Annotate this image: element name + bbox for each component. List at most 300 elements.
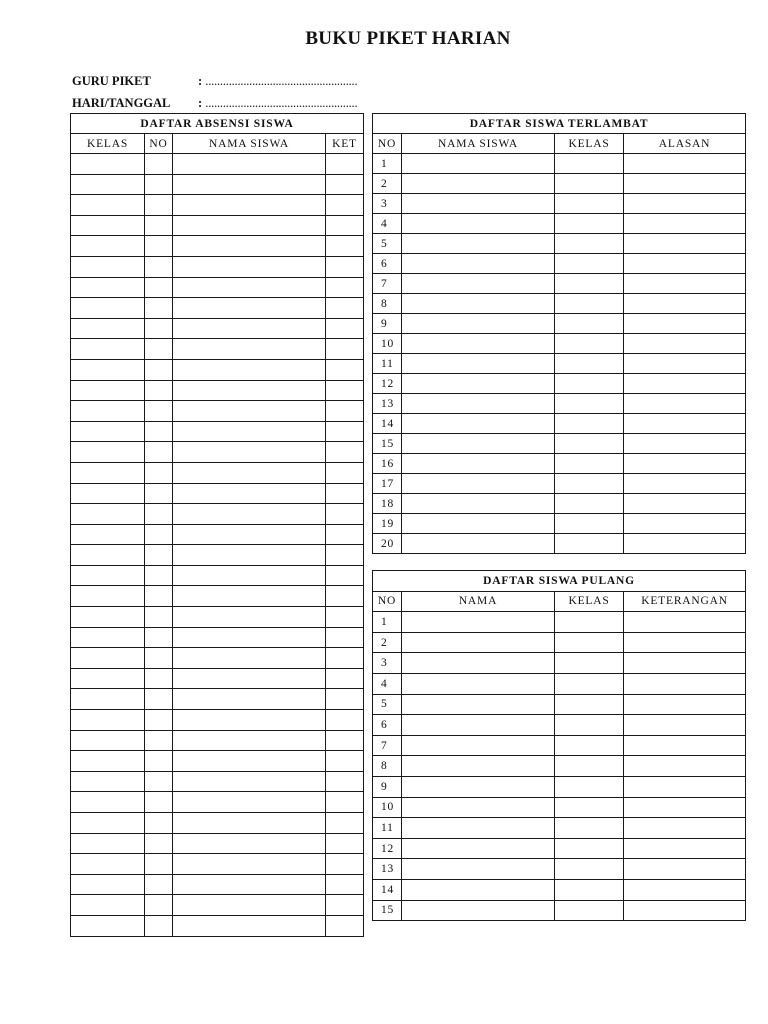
kelas-cell[interactable] bbox=[555, 214, 624, 234]
table-row bbox=[373, 632, 746, 653]
table-row bbox=[71, 380, 364, 401]
nama-siswa-cell[interactable] bbox=[173, 339, 326, 360]
alasan-cell[interactable] bbox=[624, 254, 746, 274]
ket-cell[interactable] bbox=[326, 915, 364, 936]
no-cell[interactable] bbox=[145, 607, 173, 628]
ket-cell[interactable] bbox=[326, 339, 364, 360]
no-cell[interactable] bbox=[145, 318, 173, 339]
ket-cell[interactable] bbox=[326, 607, 364, 628]
nama-siswa-cell[interactable] bbox=[173, 195, 326, 216]
kelas-cell[interactable] bbox=[555, 534, 624, 554]
nama-siswa-cell[interactable] bbox=[402, 334, 555, 354]
kelas-cell[interactable] bbox=[555, 653, 624, 674]
nama-siswa-cell[interactable] bbox=[173, 895, 326, 916]
table-row bbox=[71, 421, 364, 442]
keterangan-cell[interactable] bbox=[624, 673, 746, 694]
ket-cell[interactable] bbox=[326, 874, 364, 895]
nama-siswa-cell[interactable] bbox=[173, 586, 326, 607]
no-cell[interactable] bbox=[145, 359, 173, 380]
kelas-cell[interactable] bbox=[71, 915, 145, 936]
absensi-col-no: NO bbox=[145, 134, 173, 154]
nama-siswa-cell[interactable] bbox=[173, 401, 326, 422]
nama-cell[interactable] bbox=[402, 838, 555, 859]
keterangan-cell[interactable] bbox=[624, 694, 746, 715]
ket-cell[interactable] bbox=[326, 359, 364, 380]
nama-siswa-cell[interactable] bbox=[173, 874, 326, 895]
ket-cell[interactable] bbox=[326, 380, 364, 401]
kelas-cell[interactable] bbox=[71, 771, 145, 792]
nama-siswa-cell[interactable] bbox=[173, 359, 326, 380]
no-cell[interactable] bbox=[145, 751, 173, 772]
nama-siswa-cell[interactable] bbox=[173, 277, 326, 298]
no-cell[interactable] bbox=[145, 504, 173, 525]
ket-cell[interactable] bbox=[326, 813, 364, 834]
ket-cell[interactable] bbox=[326, 833, 364, 854]
keterangan-cell[interactable] bbox=[624, 797, 746, 818]
nama-cell[interactable] bbox=[402, 818, 555, 839]
kelas-cell[interactable] bbox=[555, 818, 624, 839]
hari-tanggal-blank[interactable]: .................................................... bbox=[205, 96, 358, 110]
kelas-cell[interactable] bbox=[71, 442, 145, 463]
kelas-cell[interactable] bbox=[555, 414, 624, 434]
no-cell[interactable] bbox=[145, 545, 173, 566]
kelas-cell[interactable] bbox=[71, 627, 145, 648]
nama-siswa-cell[interactable] bbox=[402, 374, 555, 394]
nama-siswa-cell[interactable] bbox=[402, 214, 555, 234]
kelas-cell[interactable] bbox=[71, 318, 145, 339]
kelas-cell[interactable] bbox=[555, 234, 624, 254]
table-row bbox=[373, 797, 746, 818]
kelas-cell[interactable] bbox=[555, 632, 624, 653]
kelas-cell[interactable] bbox=[71, 236, 145, 257]
ket-cell[interactable] bbox=[326, 627, 364, 648]
nama-siswa-cell[interactable] bbox=[402, 154, 555, 174]
kelas-cell[interactable] bbox=[555, 612, 624, 633]
table-row bbox=[71, 462, 364, 483]
ket-cell[interactable] bbox=[326, 854, 364, 875]
kelas-cell[interactable] bbox=[555, 474, 624, 494]
nama-siswa-cell[interactable] bbox=[402, 394, 555, 414]
nama-cell[interactable] bbox=[402, 756, 555, 777]
nama-siswa-cell[interactable] bbox=[402, 314, 555, 334]
kelas-cell[interactable] bbox=[71, 874, 145, 895]
no-cell[interactable] bbox=[145, 874, 173, 895]
alasan-cell[interactable] bbox=[624, 354, 746, 374]
ket-cell[interactable] bbox=[326, 895, 364, 916]
kelas-cell[interactable] bbox=[555, 174, 624, 194]
nama-siswa-cell[interactable] bbox=[173, 607, 326, 628]
no-cell[interactable] bbox=[145, 154, 173, 175]
ket-cell[interactable] bbox=[326, 256, 364, 277]
no-cell[interactable] bbox=[145, 524, 173, 545]
keterangan-cell[interactable] bbox=[624, 900, 746, 921]
kelas-cell[interactable] bbox=[555, 194, 624, 214]
no-cell[interactable] bbox=[145, 565, 173, 586]
kelas-cell[interactable] bbox=[555, 859, 624, 880]
row-number: 16 bbox=[373, 454, 402, 474]
nama-cell[interactable] bbox=[402, 859, 555, 880]
kelas-cell[interactable] bbox=[71, 504, 145, 525]
no-cell[interactable] bbox=[145, 442, 173, 463]
nama-siswa-cell[interactable] bbox=[173, 256, 326, 277]
row-number: 9 bbox=[373, 776, 402, 797]
kelas-cell[interactable] bbox=[71, 607, 145, 628]
no-cell[interactable] bbox=[145, 339, 173, 360]
table-row bbox=[373, 735, 746, 756]
kelas-cell[interactable] bbox=[71, 298, 145, 319]
table-row bbox=[373, 673, 746, 694]
row-number: 19 bbox=[373, 514, 402, 534]
no-cell[interactable] bbox=[145, 236, 173, 257]
nama-siswa-cell[interactable] bbox=[402, 254, 555, 274]
nama-siswa-cell[interactable] bbox=[173, 854, 326, 875]
kelas-cell[interactable] bbox=[71, 256, 145, 277]
nama-siswa-cell[interactable] bbox=[173, 504, 326, 525]
alasan-cell[interactable] bbox=[624, 334, 746, 354]
nama-siswa-cell[interactable] bbox=[173, 298, 326, 319]
ket-cell[interactable] bbox=[326, 545, 364, 566]
kelas-cell[interactable] bbox=[71, 154, 145, 175]
ket-cell[interactable] bbox=[326, 648, 364, 669]
table-row bbox=[373, 612, 746, 633]
row-number: 5 bbox=[373, 234, 402, 254]
kelas-cell[interactable] bbox=[555, 694, 624, 715]
kelas-cell[interactable] bbox=[71, 648, 145, 669]
no-cell[interactable] bbox=[145, 401, 173, 422]
kelas-cell[interactable] bbox=[71, 401, 145, 422]
table-row bbox=[373, 154, 746, 174]
kelas-cell[interactable] bbox=[71, 359, 145, 380]
alasan-cell[interactable] bbox=[624, 234, 746, 254]
no-cell[interactable] bbox=[145, 792, 173, 813]
alasan-cell[interactable] bbox=[624, 494, 746, 514]
kelas-cell[interactable] bbox=[71, 854, 145, 875]
hari-tanggal-field bbox=[72, 96, 357, 111]
nama-siswa-cell[interactable] bbox=[173, 833, 326, 854]
nama-siswa-cell[interactable] bbox=[402, 454, 555, 474]
keterangan-cell[interactable] bbox=[624, 653, 746, 674]
nama-cell[interactable] bbox=[402, 797, 555, 818]
alasan-cell[interactable] bbox=[624, 534, 746, 554]
table-row bbox=[373, 694, 746, 715]
nama-siswa-cell[interactable] bbox=[173, 421, 326, 442]
alasan-cell[interactable] bbox=[624, 154, 746, 174]
kelas-cell[interactable] bbox=[555, 715, 624, 736]
no-cell[interactable] bbox=[145, 256, 173, 277]
table-row bbox=[373, 494, 746, 514]
kelas-cell[interactable] bbox=[71, 710, 145, 731]
kelas-cell[interactable] bbox=[555, 434, 624, 454]
nama-siswa-cell[interactable] bbox=[173, 318, 326, 339]
hari-tanggal-label: HARI/TANGGAL bbox=[72, 96, 171, 110]
no-cell[interactable] bbox=[145, 854, 173, 875]
kelas-cell[interactable] bbox=[71, 545, 145, 566]
row-number: 1 bbox=[373, 612, 402, 633]
nama-cell[interactable] bbox=[402, 735, 555, 756]
ket-cell[interactable] bbox=[326, 236, 364, 257]
nama-siswa-cell[interactable] bbox=[173, 813, 326, 834]
alasan-cell[interactable] bbox=[624, 394, 746, 414]
kelas-cell[interactable] bbox=[71, 483, 145, 504]
no-cell[interactable] bbox=[145, 710, 173, 731]
kelas-cell[interactable] bbox=[71, 586, 145, 607]
kelas-cell[interactable] bbox=[71, 668, 145, 689]
ket-cell[interactable] bbox=[326, 771, 364, 792]
row-number: 5 bbox=[373, 694, 402, 715]
alasan-cell[interactable] bbox=[624, 294, 746, 314]
alasan-cell[interactable] bbox=[624, 314, 746, 334]
table-row bbox=[71, 915, 364, 936]
table-row bbox=[373, 174, 746, 194]
ket-cell[interactable] bbox=[326, 462, 364, 483]
ket-cell[interactable] bbox=[326, 318, 364, 339]
nama-siswa-cell[interactable] bbox=[402, 354, 555, 374]
no-cell[interactable] bbox=[145, 648, 173, 669]
nama-siswa-cell[interactable] bbox=[402, 194, 555, 214]
keterangan-cell[interactable] bbox=[624, 818, 746, 839]
nama-cell[interactable] bbox=[402, 653, 555, 674]
kelas-cell[interactable] bbox=[555, 294, 624, 314]
keterangan-cell[interactable] bbox=[624, 715, 746, 736]
no-cell[interactable] bbox=[145, 195, 173, 216]
ket-cell[interactable] bbox=[326, 668, 364, 689]
no-cell[interactable] bbox=[145, 277, 173, 298]
nama-siswa-cell[interactable] bbox=[173, 215, 326, 236]
nama-siswa-cell[interactable] bbox=[173, 689, 326, 710]
kelas-cell[interactable] bbox=[555, 494, 624, 514]
kelas-cell[interactable] bbox=[71, 792, 145, 813]
ket-cell[interactable] bbox=[326, 421, 364, 442]
table-row bbox=[373, 838, 746, 859]
no-cell[interactable] bbox=[145, 215, 173, 236]
kelas-cell[interactable] bbox=[555, 394, 624, 414]
keterangan-cell[interactable] bbox=[624, 879, 746, 900]
kelas-cell[interactable] bbox=[555, 735, 624, 756]
kelas-cell[interactable] bbox=[71, 339, 145, 360]
ket-cell[interactable] bbox=[326, 586, 364, 607]
keterangan-cell[interactable] bbox=[624, 838, 746, 859]
ket-cell[interactable] bbox=[326, 195, 364, 216]
kelas-cell[interactable] bbox=[555, 454, 624, 474]
absensi-table bbox=[70, 113, 364, 937]
table-row bbox=[373, 534, 746, 554]
kelas-cell[interactable] bbox=[555, 154, 624, 174]
nama-cell[interactable] bbox=[402, 612, 555, 633]
nama-siswa-cell[interactable] bbox=[173, 442, 326, 463]
nama-siswa-cell[interactable] bbox=[173, 545, 326, 566]
kelas-cell[interactable] bbox=[71, 565, 145, 586]
table-row bbox=[373, 454, 746, 474]
ket-cell[interactable] bbox=[326, 298, 364, 319]
kelas-cell[interactable] bbox=[555, 673, 624, 694]
nama-siswa-cell[interactable] bbox=[173, 380, 326, 401]
row-number: 10 bbox=[373, 334, 402, 354]
ket-cell[interactable] bbox=[326, 277, 364, 298]
nama-cell[interactable] bbox=[402, 673, 555, 694]
nama-siswa-cell[interactable] bbox=[173, 915, 326, 936]
ket-cell[interactable] bbox=[326, 751, 364, 772]
kelas-cell[interactable] bbox=[71, 833, 145, 854]
kelas-cell[interactable] bbox=[71, 462, 145, 483]
table-row bbox=[71, 359, 364, 380]
ket-cell[interactable] bbox=[326, 689, 364, 710]
ket-cell[interactable] bbox=[326, 154, 364, 175]
nama-cell[interactable] bbox=[402, 632, 555, 653]
nama-cell[interactable] bbox=[402, 776, 555, 797]
nama-siswa-cell[interactable] bbox=[173, 771, 326, 792]
kelas-cell[interactable] bbox=[555, 756, 624, 777]
nama-siswa-cell[interactable] bbox=[402, 534, 555, 554]
table-row bbox=[373, 474, 746, 494]
kelas-cell[interactable] bbox=[71, 174, 145, 195]
nama-cell[interactable] bbox=[402, 715, 555, 736]
no-cell[interactable] bbox=[145, 895, 173, 916]
nama-siswa-cell[interactable] bbox=[402, 434, 555, 454]
nama-siswa-cell[interactable] bbox=[402, 414, 555, 434]
nama-siswa-cell[interactable] bbox=[173, 710, 326, 731]
kelas-cell[interactable] bbox=[71, 751, 145, 772]
ket-cell[interactable] bbox=[326, 504, 364, 525]
row-number: 1 bbox=[373, 154, 402, 174]
nama-siswa-cell[interactable] bbox=[173, 730, 326, 751]
row-number: 10 bbox=[373, 797, 402, 818]
alasan-cell[interactable] bbox=[624, 214, 746, 234]
table-row bbox=[71, 339, 364, 360]
kelas-cell[interactable] bbox=[71, 689, 145, 710]
kelas-cell[interactable] bbox=[71, 195, 145, 216]
table-row bbox=[71, 854, 364, 875]
no-cell[interactable] bbox=[145, 627, 173, 648]
kelas-cell[interactable] bbox=[71, 380, 145, 401]
ket-cell[interactable] bbox=[326, 215, 364, 236]
no-cell[interactable] bbox=[145, 421, 173, 442]
kelas-cell[interactable] bbox=[71, 215, 145, 236]
ket-cell[interactable] bbox=[326, 483, 364, 504]
ket-cell[interactable] bbox=[326, 174, 364, 195]
kelas-cell[interactable] bbox=[555, 797, 624, 818]
keterangan-cell[interactable] bbox=[624, 632, 746, 653]
alasan-cell[interactable] bbox=[624, 514, 746, 534]
ket-cell[interactable] bbox=[326, 710, 364, 731]
no-cell[interactable] bbox=[145, 298, 173, 319]
table-row bbox=[373, 414, 746, 434]
nama-siswa-cell[interactable] bbox=[402, 514, 555, 534]
alasan-cell[interactable] bbox=[624, 474, 746, 494]
ket-cell[interactable] bbox=[326, 524, 364, 545]
nama-siswa-cell[interactable] bbox=[173, 462, 326, 483]
alasan-cell[interactable] bbox=[624, 374, 746, 394]
kelas-cell[interactable] bbox=[71, 277, 145, 298]
keterangan-cell[interactable] bbox=[624, 756, 746, 777]
kelas-cell[interactable] bbox=[555, 334, 624, 354]
nama-siswa-cell[interactable] bbox=[173, 524, 326, 545]
row-number: 14 bbox=[373, 414, 402, 434]
no-cell[interactable] bbox=[145, 689, 173, 710]
ket-cell[interactable] bbox=[326, 792, 364, 813]
table-row bbox=[373, 514, 746, 534]
kelas-cell[interactable] bbox=[71, 813, 145, 834]
kelas-cell[interactable] bbox=[555, 900, 624, 921]
keterangan-cell[interactable] bbox=[624, 612, 746, 633]
nama-siswa-cell[interactable] bbox=[402, 274, 555, 294]
nama-siswa-cell[interactable] bbox=[173, 668, 326, 689]
kelas-cell[interactable] bbox=[71, 524, 145, 545]
nama-siswa-cell[interactable] bbox=[173, 627, 326, 648]
ket-cell[interactable] bbox=[326, 442, 364, 463]
nama-siswa-cell[interactable] bbox=[402, 294, 555, 314]
table-row bbox=[71, 318, 364, 339]
nama-siswa-cell[interactable] bbox=[173, 648, 326, 669]
kelas-cell[interactable] bbox=[555, 776, 624, 797]
no-cell[interactable] bbox=[145, 730, 173, 751]
table-row bbox=[71, 874, 364, 895]
ket-cell[interactable] bbox=[326, 730, 364, 751]
kelas-cell[interactable] bbox=[555, 254, 624, 274]
no-cell[interactable] bbox=[145, 462, 173, 483]
kelas-cell[interactable] bbox=[555, 838, 624, 859]
table-row bbox=[71, 401, 364, 422]
alasan-cell[interactable] bbox=[624, 454, 746, 474]
keterangan-cell[interactable] bbox=[624, 735, 746, 756]
no-cell[interactable] bbox=[145, 380, 173, 401]
no-cell[interactable] bbox=[145, 813, 173, 834]
no-cell[interactable] bbox=[145, 668, 173, 689]
nama-siswa-cell[interactable] bbox=[173, 154, 326, 175]
no-cell[interactable] bbox=[145, 833, 173, 854]
alasan-cell[interactable] bbox=[624, 174, 746, 194]
nama-siswa-cell[interactable] bbox=[402, 474, 555, 494]
nama-siswa-cell[interactable] bbox=[173, 792, 326, 813]
nama-cell[interactable] bbox=[402, 879, 555, 900]
kelas-cell[interactable] bbox=[555, 879, 624, 900]
kelas-cell[interactable] bbox=[555, 314, 624, 334]
table-row bbox=[373, 274, 746, 294]
nama-siswa-cell[interactable] bbox=[173, 236, 326, 257]
nama-siswa-cell[interactable] bbox=[402, 494, 555, 514]
alasan-cell[interactable] bbox=[624, 274, 746, 294]
nama-cell[interactable] bbox=[402, 900, 555, 921]
kelas-cell[interactable] bbox=[71, 895, 145, 916]
guru-piket-blank[interactable]: .................................................... bbox=[205, 74, 358, 88]
nama-siswa-cell[interactable] bbox=[173, 483, 326, 504]
kelas-cell[interactable] bbox=[71, 730, 145, 751]
no-cell[interactable] bbox=[145, 483, 173, 504]
kelas-cell[interactable] bbox=[555, 374, 624, 394]
nama-siswa-cell[interactable] bbox=[173, 565, 326, 586]
table-row bbox=[71, 668, 364, 689]
no-cell[interactable] bbox=[145, 915, 173, 936]
ket-cell[interactable] bbox=[326, 401, 364, 422]
nama-siswa-cell[interactable] bbox=[173, 174, 326, 195]
keterangan-cell[interactable] bbox=[624, 776, 746, 797]
nama-siswa-cell[interactable] bbox=[402, 234, 555, 254]
alasan-cell[interactable] bbox=[624, 434, 746, 454]
nama-siswa-cell[interactable] bbox=[402, 174, 555, 194]
no-cell[interactable] bbox=[145, 586, 173, 607]
kelas-cell[interactable] bbox=[555, 274, 624, 294]
kelas-cell[interactable] bbox=[555, 514, 624, 534]
ket-cell[interactable] bbox=[326, 565, 364, 586]
alasan-cell[interactable] bbox=[624, 194, 746, 214]
nama-siswa-cell[interactable] bbox=[173, 751, 326, 772]
kelas-cell[interactable] bbox=[555, 354, 624, 374]
keterangan-cell[interactable] bbox=[624, 859, 746, 880]
nama-cell[interactable] bbox=[402, 694, 555, 715]
no-cell[interactable] bbox=[145, 771, 173, 792]
no-cell[interactable] bbox=[145, 174, 173, 195]
alasan-cell[interactable] bbox=[624, 414, 746, 434]
kelas-cell[interactable] bbox=[71, 421, 145, 442]
